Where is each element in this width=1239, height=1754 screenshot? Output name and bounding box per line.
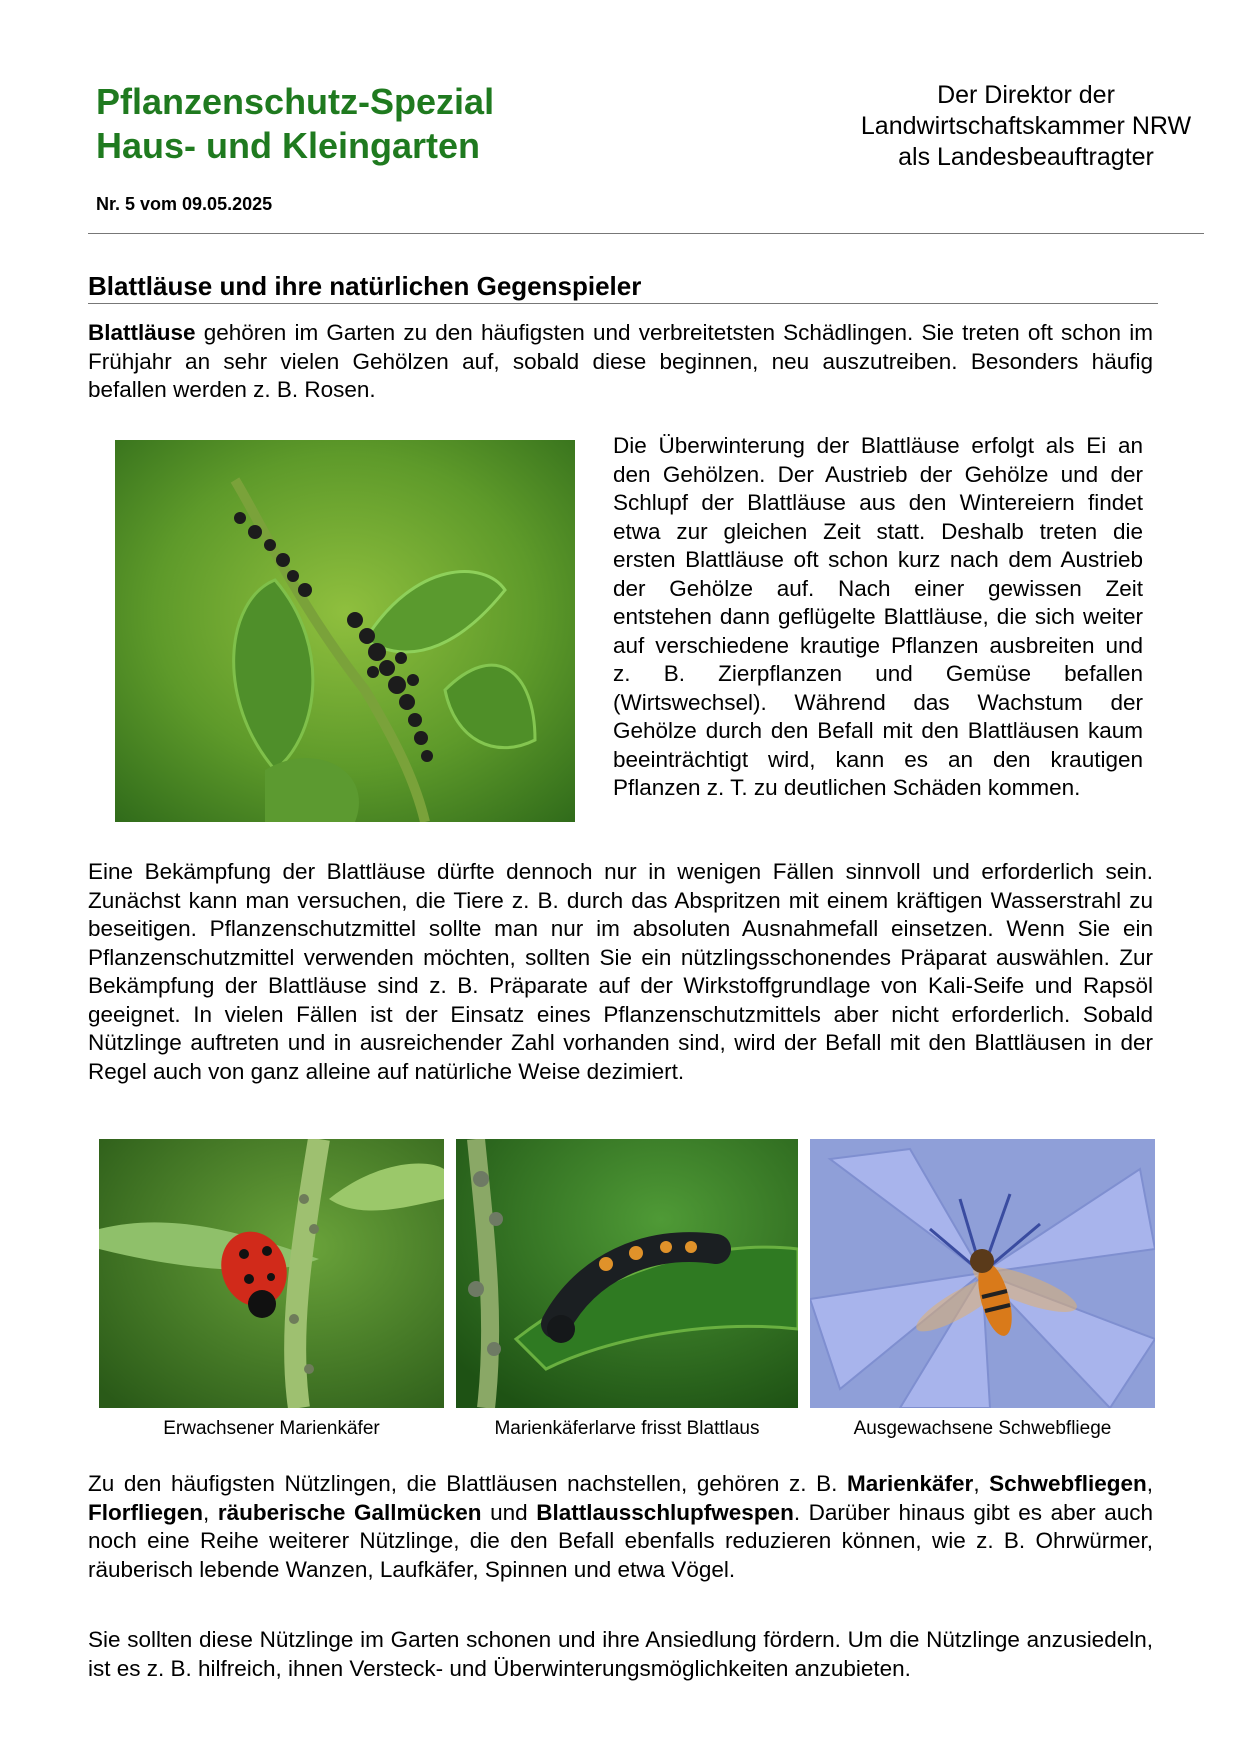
overwinter-paragraph: Die Überwinterung der Blattläuse erfolgt als Ei an den Gehölzen. Der Austrieb der Gehölze und der Schlupf der Blattläuse aus den Wintereiern findet etwa zur gleichen Zeit statt. Deshalb treten die ersten Blattläuse oft schon kurz nach dem Austrieb der Gehölze auf. Nach einer gewissen Zeit entstehen dann geflügelte Blattläuse, die sich weiter auf verschiedene krautige Pflanzen ausbreiten und z. B. Zierpflanzen und Gemüse befallen (Wirtswechsel). Während das Wachstum der Gehölze durch den Befall mit den Blattläusen kaum beeinträchtigt wird, kann es an den krautigen Pflanzen z. T. zu deutlichen Schäden kommen. bbox=[613, 433, 1143, 800]
benef-text-4: , bbox=[203, 1499, 218, 1525]
authority-line-3: als Landesbeauftragter bbox=[898, 143, 1154, 171]
control-paragraph: Eine Bekämpfung der Blattläuse dürfte dennoch nur in wenigen Fällen sinnvoll und erforderlich sein. Zunächst kann man versuchen, die Tiere z. B. durch das Abspritzen mit einem kräftigen Wasserstrahl zu beseitigen. Pflanzenschutzmittel sollte man nur im absoluten Ausnahmefall einsetzen. Wenn Sie ein Pflanzenschutzmittel verwenden möchten, sollten Sie ein nützlingsschonendes Präparat auswählen. Zur Bekämpfung der Blattläuse sind z. B. Präparate auf der Wirkstoffgrundlage von Kali-Seife und Rapsöl geeignet. In vielen Fällen ist der Einsatz eines Pflanzenschutzmittels aber nicht erforderlich. Sobald Nützlinge auftreten und in ausreichender Zahl vorhanden sind, wird der Befall mit den Blattläusen in der Regel auch von ganz alleine auf natürliche Weise dezimiert. bbox=[88, 859, 1153, 1084]
authority-block bbox=[836, 80, 1216, 173]
headline-underline bbox=[88, 303, 1158, 304]
title-line-1: Pflanzenschutz-Spezial bbox=[96, 81, 495, 122]
beneficials-paragraph bbox=[88, 1470, 1153, 1584]
benef-text-3: , bbox=[1146, 1471, 1153, 1496]
benef-gall-midges: räuberische Gallmücken bbox=[217, 1499, 482, 1525]
benef-text-6: . Darüber hinaus gibt es aber auch noch eine Reihe weiterer Nützlinge, die den Befall ebenfalls reduzieren können, wie z. B. Ohrwürmer, räuberisch lebende Wanzen, Laufkäfer, Spinnen und etwa Vögel. bbox=[88, 1499, 1153, 1582]
closing-paragraph: Sie sollten diese Nützlinge im Garten schonen und ihre Ansiedlung fördern. Um die Nützlinge anzusiedeln, ist es z. B. hilfreich, ihnen Versteck- und Überwinterungsmöglichkeiten anzubieten. bbox=[88, 1627, 1153, 1681]
article-headline: Blattläuse und ihre natürlichen Gegenspieler bbox=[88, 271, 642, 301]
header-divider bbox=[88, 233, 1204, 234]
benef-hoverflies: Schwebfliegen bbox=[989, 1471, 1147, 1496]
caption-ladybird: Erwachsener Marienkäfer bbox=[163, 1418, 380, 1439]
intro-bold: Blattläuse bbox=[88, 320, 196, 345]
benef-ladybirds: Marienkäfer bbox=[847, 1471, 974, 1496]
hoverfly-photo bbox=[810, 1139, 1155, 1408]
benef-parasitic-wasps: Blattlausschlupfwespen bbox=[536, 1499, 794, 1525]
benef-lacewings: Florfliegen bbox=[88, 1499, 204, 1525]
intro-paragraph bbox=[88, 319, 1153, 405]
ladybird-photo bbox=[99, 1139, 444, 1408]
intro-text: gehören im Garten zu den häufigsten und verbreitetsten Schädlingen. Sie treten oft schon im Frühjahr an sehr vielen Gehölzen auf, sobald diese beginnen, neu auszutreiben. Besonders häufig befallen werden z. B. Rosen. bbox=[88, 320, 1153, 402]
caption-larva: Marienkäferlarve frisst Blattlaus bbox=[494, 1418, 760, 1439]
benef-text-1: Zu den häufigsten Nützlingen, die Blattläusen nachstellen, gehören z. B. bbox=[88, 1471, 847, 1496]
caption-hoverfly: Ausgewachsene Schwebfliege bbox=[853, 1418, 1112, 1439]
benef-text-5: und bbox=[481, 1499, 537, 1525]
benef-text-2: , bbox=[973, 1471, 990, 1496]
aphid-photo bbox=[115, 440, 575, 822]
larva-photo bbox=[456, 1139, 798, 1408]
authority-line-2: Landwirtschaftskammer NRW bbox=[860, 112, 1192, 140]
authority-line-1: Der Direktor der bbox=[937, 81, 1115, 109]
title-line-2: Haus- und Kleingarten bbox=[96, 125, 481, 166]
issue-number: Nr. 5 vom 09.05.2025 bbox=[96, 194, 273, 214]
